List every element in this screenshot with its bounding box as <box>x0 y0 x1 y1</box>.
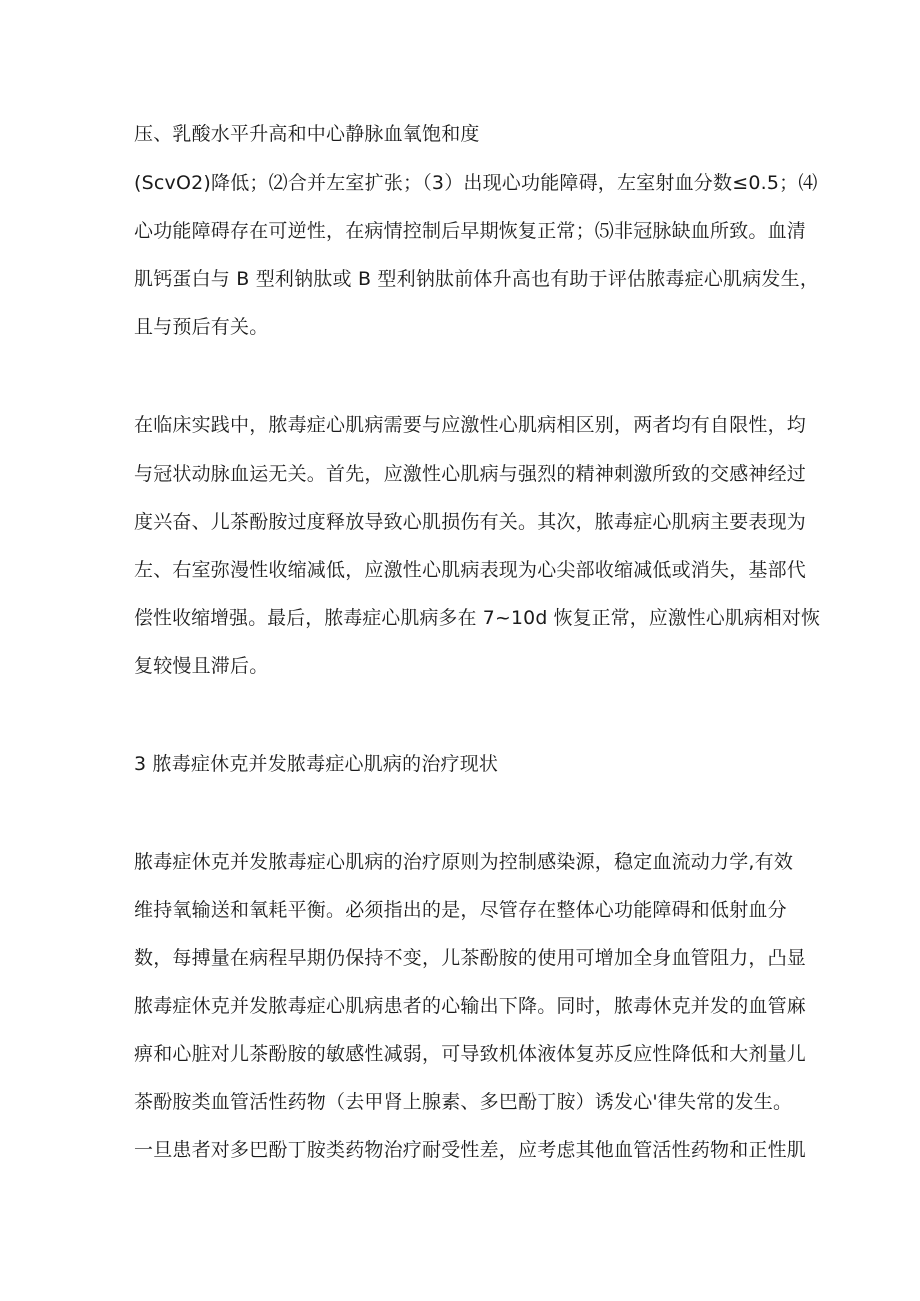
text-line: 与冠状动脉血运无关。首先，应激性心肌病与强烈的精神刺激所致的交感神经过 <box>134 463 807 485</box>
text-line: 心功能障碍存在可逆性，在病情控制后早期恢复正常；⑸非冠脉缺血所致。血清 <box>134 220 807 242</box>
text-line: 肌钙蛋白与 B 型利钠肽或 B 型利钠肽前体升高也有助于评估脓毒症心肌病发生， <box>134 268 820 290</box>
text-line: 度兴奋、儿茶酚胺过度释放导致心肌损伤有关。其次，脓毒症心肌病主要表现为 <box>134 511 807 533</box>
text-line: 压、乳酸水平升高和中心静脉血氧饱和度 <box>134 123 480 145</box>
text-line: 且与预后有关。 <box>134 316 269 338</box>
text-line: 痹和心脏对儿茶酚胺的敏感性减弱，可导致机体液体复苏反应性降低和大剂量儿 <box>134 1043 807 1065</box>
text-line: (ScvO2)降低；⑵合并左室扩张；（3）出现心功能障碍，左室射血分数≤0.5；⑷ <box>134 172 818 194</box>
text-line: 偿性收缩增强。最后，脓毒症心肌病多在 7~10d 恢复正常，应激性心肌病相对恢 <box>134 607 821 629</box>
text-line: 茶酚胺类血管活性药物（去甲肾上腺素、多巴酚丁胺）诱发心'律失常的发生。 <box>134 1091 793 1113</box>
text-line: 维持氧输送和氧耗平衡。必须指出的是，尽管存在整体心功能障碍和低射血分 <box>134 899 787 921</box>
section-heading: 3 脓毒症休克并发脓毒症心肌病的治疗现状 <box>134 753 499 775</box>
text-line: 复较慢且滞后。 <box>134 655 269 677</box>
text-line: 一旦患者对多巴酚丁胺类药物治疗耐受性差，应考虑其他血管活性药物和正性肌 <box>134 1139 807 1161</box>
text-line: 数，每搏量在病程早期仍保持不变，儿茶酚胺的使用可增加全身血管阻力，凸显 <box>134 947 807 969</box>
text-line: 脓毒症休克并发脓毒症心肌病患者的心输出下降。同时，脓毒休克并发的血管麻 <box>134 995 807 1017</box>
text-line: 在临床实践中，脓毒症心肌病需要与应激性心肌病相区别，两者均有自限性，均 <box>134 414 807 436</box>
text-line: 左、右室弥漫性收缩减低，应激性心肌病表现为心尖部收缩减低或消失，基部代 <box>134 559 807 581</box>
text-line: 脓毒症休克并发脓毒症心肌病的治疗原则为控制感染源，稳定血流动力学,有效 <box>134 851 794 873</box>
